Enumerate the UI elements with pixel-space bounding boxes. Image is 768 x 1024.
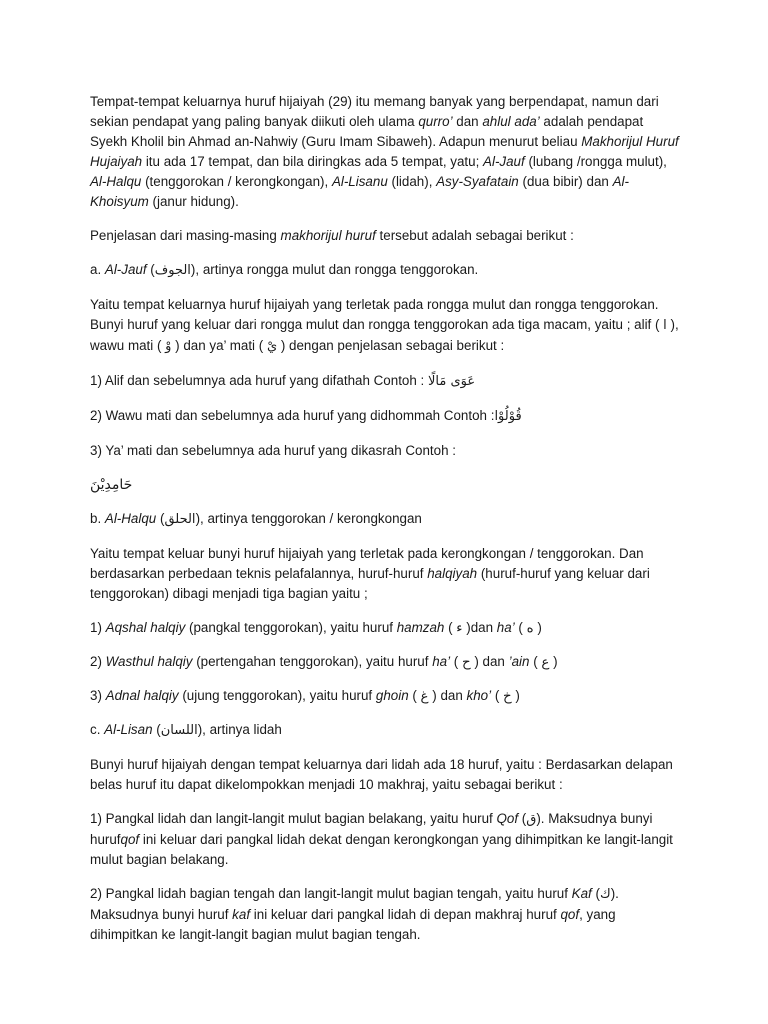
text-run: tersebut adalah sebagai berikut : bbox=[375, 228, 574, 243]
text-run: ), wawu mati ( bbox=[90, 317, 679, 353]
section-b-heading bbox=[90, 509, 684, 530]
text-run: ( bbox=[152, 722, 161, 737]
text-run: 1) Pangkal lidah dan langit-langit mulut bagian belakang, yaitu huruf bbox=[90, 811, 497, 826]
text-run: a. bbox=[90, 262, 105, 277]
text-run: Al-Halqu bbox=[90, 174, 142, 189]
text-run: qof bbox=[560, 907, 580, 922]
text-run: kaf bbox=[232, 907, 251, 922]
arabic-example: حَامِدِيْنَ bbox=[90, 477, 133, 493]
arabic-letter: وْ bbox=[165, 339, 172, 354]
section-c-body bbox=[90, 755, 684, 795]
text-run: 2) Pangkal lidah bagian tengah dan langit-langit mulut bagian tengah, yaitu huruf bbox=[90, 886, 572, 901]
penjelasan-paragraph bbox=[90, 226, 684, 246]
text-run: 2) Wawu mati dan sebelumnya ada huruf yang didhommah Contoh : bbox=[90, 408, 495, 423]
text-run: ). Maksudnya bunyi huruf bbox=[90, 886, 619, 922]
arabic-letter: يْ bbox=[266, 339, 278, 354]
text-run: ( ه ) bbox=[514, 620, 542, 635]
text-run: (pertengahan tenggorokan), yaitu huruf bbox=[192, 654, 433, 669]
text-run: (dua bibir) dan bbox=[518, 174, 613, 189]
text-run: ( bbox=[146, 262, 155, 277]
text-run: ), artinya lidah bbox=[197, 722, 282, 737]
text-run: ( ح ) dan bbox=[450, 654, 509, 669]
text-run: ( غ ) dan bbox=[408, 688, 467, 703]
text-run: ). Maksudnya bunyi huruf bbox=[90, 811, 653, 847]
text-run: (lubang /rongga mulut), bbox=[524, 154, 667, 169]
text-run: Al-Lisan bbox=[104, 722, 153, 737]
text-run: Al-Khoisyum bbox=[90, 174, 629, 209]
arabic-letter: ق bbox=[526, 812, 537, 827]
text-run: qurro’ bbox=[418, 114, 453, 129]
arabic-term: الحلق bbox=[164, 512, 196, 527]
arabic-term: اللسان bbox=[160, 723, 198, 738]
text-run: ini keluar dari pangkal lidah dekat dengan kerongkongan yang dihimpitkan ke langit-langit mulut bagian belakang. bbox=[90, 832, 673, 867]
arabic-term: الجوف bbox=[154, 263, 191, 278]
text-run: ( ع ) bbox=[529, 654, 558, 669]
arabic-example: قُوْلُوْا bbox=[494, 409, 522, 424]
text-run: (janur hidung). bbox=[148, 194, 239, 209]
text-run: ), artinya rongga mulut dan rongga tenggorokan. bbox=[190, 262, 479, 277]
text-run: 1) bbox=[90, 620, 106, 635]
text-run: Yaitu tempat keluar bunyi huruf hijaiyah yang terletak pada kerongkongan / tenggorokan. Dan berdasarkan perbedaan teknis pelafalannya, huruf-huruf bbox=[90, 546, 644, 581]
section-b-item-2 bbox=[90, 652, 684, 672]
text-run: (huruf-huruf yang keluar dari tenggorokan) dibagi menjadi tiga bagian yaitu ; bbox=[90, 566, 650, 601]
text-run: (ujung tenggorokan), yaitu huruf bbox=[178, 688, 376, 703]
text-run: Bunyi huruf hijaiyah dengan tempat keluarnya dari lidah ada 18 huruf, yaitu : Berdasarkan delapan belas huruf itu dapat dikelompokkan menjadi 10 makhraj, yaitu sebagai berikut : bbox=[90, 757, 673, 792]
section-a-item-1 bbox=[90, 371, 684, 392]
text-run: , yang dihimpitkan ke langit-langit bagian mulut bagian tengah. bbox=[90, 907, 616, 942]
section-c-heading bbox=[90, 720, 684, 741]
section-a-heading bbox=[90, 260, 684, 281]
text-run: Al-Jauf bbox=[483, 154, 525, 169]
text-run: ( bbox=[518, 811, 527, 826]
text-run: ghoin bbox=[375, 688, 409, 703]
section-c-item-2 bbox=[90, 884, 684, 945]
text-run: Tempat-tempat keluarnya huruf hijaiyah (29) itu memang banyak yang berpendapat, namun dari sekian pendapat yang paling banyak diikuti oleh ulama bbox=[90, 94, 659, 129]
text-run: Asy-Syafatain bbox=[436, 174, 519, 189]
text-run: makhorijul huruf bbox=[280, 228, 376, 243]
text-run: ( bbox=[591, 886, 600, 901]
section-a-body bbox=[90, 295, 684, 357]
arabic-letter: ا bbox=[663, 318, 667, 333]
text-run: Al-Lisanu bbox=[331, 174, 388, 189]
text-run: ( bbox=[156, 511, 165, 526]
text-run: ahlul ada’ bbox=[482, 114, 540, 129]
section-a-item-3 bbox=[90, 441, 684, 461]
text-run: Kaf bbox=[571, 886, 592, 901]
text-run: ) dan ya’ mati ( bbox=[171, 338, 267, 353]
text-run: Wasthul halqiy bbox=[105, 654, 193, 669]
text-run: Al-Jauf bbox=[104, 262, 147, 277]
text-run: Makhorijul Huruf Hujaiyah bbox=[90, 134, 679, 169]
text-run: kho’ bbox=[466, 688, 492, 703]
text-run: Al-Halqu bbox=[104, 511, 157, 526]
text-run: ini keluar dari pangkal lidah di depan makhraj huruf bbox=[250, 907, 561, 922]
text-run: ha’ bbox=[432, 654, 451, 669]
section-a-item-2 bbox=[90, 406, 684, 427]
text-run: Penjelasan dari masing-masing bbox=[90, 228, 281, 243]
text-run: Yaitu tempat keluarnya huruf hijaiyah yang terletak pada rongga mulut dan rongga tenggorokan. Bunyi huruf yang keluar dari rongga mulut dan rongga tenggorokan ada tiga macam, yaitu ; alif ( bbox=[90, 297, 664, 332]
text-run: (tenggorokan / kerongkongan), bbox=[141, 174, 332, 189]
text-run: 2) bbox=[90, 654, 106, 669]
text-run: c. bbox=[90, 722, 105, 737]
text-run: 1) Alif dan sebelumnya ada huruf yang difathah Contoh : bbox=[90, 373, 428, 388]
text-run: itu ada 17 tempat, dan bila diringkas ada 5 tempat, yatu; bbox=[142, 154, 484, 169]
text-run: dan bbox=[452, 114, 483, 129]
section-b-item-3 bbox=[90, 686, 684, 706]
arabic-example-line bbox=[90, 475, 684, 495]
text-run: halqiyah bbox=[427, 566, 478, 581]
text-run: ) dengan penjelasan sebagai berikut : bbox=[277, 338, 505, 353]
section-c-item-1 bbox=[90, 809, 684, 870]
text-run: ’ain bbox=[508, 654, 530, 669]
text-run: (pangkal tenggorokan), yaitu huruf bbox=[185, 620, 397, 635]
arabic-example: عَوَى مَالًا bbox=[427, 374, 476, 389]
text-run: ha’ bbox=[496, 620, 515, 635]
text-run: hamzah bbox=[396, 620, 445, 635]
arabic-letter: ك bbox=[599, 887, 611, 902]
text-run: b. bbox=[90, 511, 105, 526]
text-run: adalah pendapat Syekh Kholil bin Ahmad an-Nahwiy (Guru Imam Sibaweh). Adapun menurut beliau bbox=[90, 114, 644, 149]
text-run: Aqshal halqiy bbox=[105, 620, 186, 635]
text-run: ( ء )dan bbox=[444, 620, 497, 635]
text-run: Adnal halqiy bbox=[105, 688, 179, 703]
text-run: ), artinya tenggorokan / kerongkongan bbox=[195, 511, 422, 526]
text-run: (lidah), bbox=[387, 174, 437, 189]
section-b-item-1 bbox=[90, 618, 684, 638]
text-run: Qof bbox=[496, 811, 519, 826]
text-run: 3) Ya’ mati dan sebelumnya ada huruf yang dikasrah Contoh : bbox=[90, 443, 456, 458]
text-run: ( خ ) bbox=[491, 688, 520, 703]
text-run: qof bbox=[120, 832, 140, 847]
intro-paragraph bbox=[90, 92, 684, 212]
text-run: 3) bbox=[90, 688, 106, 703]
section-b-body bbox=[90, 544, 684, 604]
